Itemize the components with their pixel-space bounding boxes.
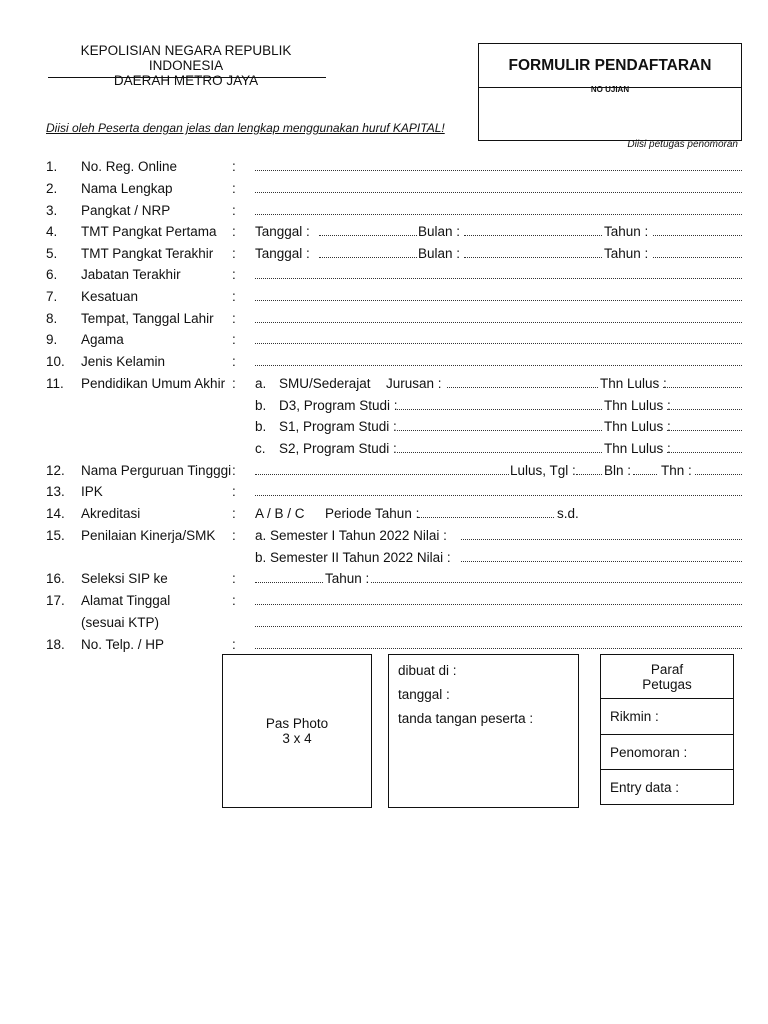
field-colon: : xyxy=(232,506,236,521)
field-label: (sesuai KTP) xyxy=(81,615,160,630)
field-row-akreditasi xyxy=(0,503,768,524)
tahun-label: Tahun : xyxy=(604,224,649,239)
paraf-entry-data[interactable] xyxy=(601,770,733,804)
pas-photo-box[interactable] xyxy=(222,654,372,808)
semester-1-label: a. Semester I Tahun 2022 Nilai : xyxy=(255,528,447,543)
field-row-seleksi xyxy=(0,568,768,589)
field-number: 8. xyxy=(46,311,58,326)
field-label: IPK xyxy=(81,484,103,499)
field-number: 6. xyxy=(46,267,58,282)
field-number: 17. xyxy=(46,593,65,608)
telp-input[interactable] xyxy=(255,634,742,649)
tmt-pertama-bulan-input[interactable] xyxy=(464,221,602,236)
tanda-tangan-label: tanda tangan peserta : xyxy=(398,711,534,726)
entry-data-label: Entry data : xyxy=(610,779,680,795)
tanggal-label: Tanggal : xyxy=(255,224,310,239)
semester-2-label: b. Semester II Tahun 2022 Nilai : xyxy=(255,550,451,565)
field-number: 5. xyxy=(46,246,58,261)
edu-prefix: c. xyxy=(255,441,266,456)
paraf-penomoran[interactable] xyxy=(601,735,733,770)
org-line-1: KEPOLISIAN NEGARA REPUBLIK INDONESIA xyxy=(80,43,292,73)
field-row-no-reg xyxy=(0,156,768,177)
field-colon: : xyxy=(232,528,236,543)
field-label: Akreditasi xyxy=(81,506,141,521)
ttl-input[interactable] xyxy=(255,308,742,323)
field-row-pendidikan-d3 xyxy=(0,395,768,416)
field-label: Tempat, Tanggal Lahir xyxy=(81,311,214,326)
periode-start-input[interactable] xyxy=(418,503,554,518)
d3-thn-lulus-input[interactable] xyxy=(667,395,742,410)
field-number: 12. xyxy=(46,463,65,478)
field-colon: : xyxy=(232,203,236,218)
smu-thn-lulus-input[interactable] xyxy=(663,373,742,388)
field-row-pendidikan xyxy=(0,373,768,394)
lulus-bln-input[interactable] xyxy=(633,460,657,475)
edu-prefix: b. xyxy=(255,419,267,434)
edu-d3-label: D3, Program Studi : xyxy=(279,398,398,413)
field-row-kesatuan xyxy=(0,286,768,307)
seleksi-tahun-input[interactable] xyxy=(371,568,742,583)
edu-s1-label: S1, Program Studi : xyxy=(279,419,397,434)
periode-label: Periode Tahun : xyxy=(325,506,420,521)
field-label: Seleksi SIP ke xyxy=(81,571,168,586)
field-colon: : xyxy=(232,332,236,347)
thn-lulus-label: Thn Lulus : xyxy=(604,419,671,434)
field-colon: : xyxy=(232,246,236,261)
paraf-title xyxy=(601,655,733,699)
lulus-tgl-label: Lulus, Tgl : xyxy=(510,463,576,478)
alamat-input-1[interactable] xyxy=(255,590,742,605)
field-label: Kesatuan xyxy=(81,289,139,304)
alamat-input-2[interactable] xyxy=(255,612,742,627)
field-row-telp xyxy=(0,634,768,655)
field-number: 16. xyxy=(46,571,65,586)
paraf-title-line-1: Paraf xyxy=(650,661,684,677)
pas-photo-label: Pas Photo xyxy=(265,716,329,731)
thn-label: Thn : xyxy=(661,463,692,478)
field-row-alamat-2 xyxy=(0,612,768,633)
seleksi-ke-input[interactable] xyxy=(255,568,323,583)
edu-smu-label: SMU/Sederajat xyxy=(279,376,371,391)
field-label: Pangkat / NRP xyxy=(81,203,171,218)
perguruan-input[interactable] xyxy=(255,460,509,475)
field-colon: : xyxy=(232,311,236,326)
field-row-perguruan xyxy=(0,460,768,481)
field-row-tmt-terakhir xyxy=(0,243,768,264)
tmt-terakhir-tanggal-input[interactable] xyxy=(319,243,417,258)
jenis-kelamin-input[interactable] xyxy=(255,351,742,366)
field-label: No. Telp. / HP xyxy=(81,637,165,652)
field-number: 7. xyxy=(46,289,58,304)
no-ujian-label: NO UJIAN xyxy=(590,85,630,94)
edu-prefix: a. xyxy=(255,376,267,391)
field-colon: : xyxy=(232,289,236,304)
lulus-thn-input[interactable] xyxy=(695,460,742,475)
pas-photo-size: 3 x 4 xyxy=(282,731,312,746)
field-row-alamat xyxy=(0,590,768,611)
field-label: Nama Perguruan Tingggi xyxy=(81,463,232,478)
akreditasi-options[interactable]: A / B / C xyxy=(255,506,305,521)
field-row-ttl xyxy=(0,308,768,329)
form-title-box xyxy=(478,43,742,141)
field-row-jenis-kelamin xyxy=(0,351,768,372)
thn-lulus-label: Thn Lulus : xyxy=(600,376,667,391)
agama-input[interactable] xyxy=(255,329,742,344)
s1-prodi-input[interactable] xyxy=(397,416,602,431)
tanggal-sign-label: tanggal : xyxy=(398,687,450,702)
bulan-label: Bulan : xyxy=(418,246,461,261)
field-colon: : xyxy=(232,354,236,369)
sd-label: s.d. xyxy=(557,506,579,521)
field-number: 9. xyxy=(46,332,58,347)
field-number: 15. xyxy=(46,528,65,543)
thn-lulus-label: Thn Lulus : xyxy=(604,398,671,413)
petugas-note: Diisi petugas penomoran xyxy=(627,139,738,150)
field-label: Alamat Tinggal xyxy=(81,593,171,608)
field-number: 13. xyxy=(46,484,65,499)
field-colon: : xyxy=(232,376,236,391)
tanggal-label: Tanggal : xyxy=(255,246,310,261)
thn-lulus-label: Thn Lulus : xyxy=(604,441,671,456)
field-label: Pendidikan Umum Akhir xyxy=(81,376,226,391)
kesatuan-input[interactable] xyxy=(255,286,742,301)
s1-thn-lulus-input[interactable] xyxy=(667,416,742,431)
paraf-title-line-2: Petugas xyxy=(642,676,692,692)
field-number: 2. xyxy=(46,181,58,196)
field-row-agama xyxy=(0,329,768,350)
field-number: 3. xyxy=(46,203,58,218)
paraf-petugas-box xyxy=(600,654,734,805)
field-label: No. Reg. Online xyxy=(81,159,178,174)
field-number: 14. xyxy=(46,506,65,521)
field-row-nama xyxy=(0,178,768,199)
field-label: Penilaian Kinerja/SMK xyxy=(81,528,216,543)
s2-thn-lulus-input[interactable] xyxy=(667,438,742,453)
ipk-input[interactable] xyxy=(255,481,742,496)
field-number: 11. xyxy=(46,376,64,391)
nama-input[interactable] xyxy=(255,178,742,193)
signature-box[interactable] xyxy=(388,654,579,808)
s2-prodi-input[interactable] xyxy=(397,438,602,453)
tmt-terakhir-bulan-input[interactable] xyxy=(464,243,602,258)
field-number: 1. xyxy=(46,159,58,174)
pangkat-input[interactable] xyxy=(255,200,742,215)
field-colon: : xyxy=(232,593,236,608)
field-colon: : xyxy=(232,484,236,499)
tmt-pertama-tanggal-input[interactable] xyxy=(319,221,417,236)
smu-jurusan-input[interactable] xyxy=(447,373,598,388)
field-row-ipk xyxy=(0,481,768,502)
field-row-jabatan xyxy=(0,264,768,285)
field-colon: : xyxy=(232,159,236,174)
tmt-terakhir-tahun-input[interactable] xyxy=(653,243,742,258)
dibuat-di-label: dibuat di : xyxy=(398,663,457,678)
field-colon: : xyxy=(232,463,236,478)
no-reg-input[interactable] xyxy=(255,156,742,171)
paraf-rikmin[interactable] xyxy=(601,699,733,735)
field-number: 4. xyxy=(46,224,58,239)
header-divider xyxy=(48,77,326,78)
field-number: 10. xyxy=(46,354,65,369)
field-label: TMT Pangkat Pertama xyxy=(81,224,217,239)
bulan-label: Bulan : xyxy=(418,224,461,239)
edu-s2-label: S2, Program Studi : xyxy=(279,441,397,456)
rikmin-label: Rikmin : xyxy=(610,709,659,724)
field-number: 18. xyxy=(46,637,65,652)
tahun-label: Tahun : xyxy=(604,246,649,261)
field-row-pendidikan-s2 xyxy=(0,438,768,459)
jabatan-input[interactable] xyxy=(255,264,742,279)
field-row-pendidikan-s1 xyxy=(0,416,768,437)
field-colon: : xyxy=(232,637,236,652)
semester-1-nilai-input[interactable] xyxy=(461,525,742,540)
field-colon: : xyxy=(232,571,236,586)
edu-jurusan-label: Jurusan : xyxy=(386,376,442,391)
bln-label: Bln : xyxy=(604,463,632,478)
field-row-tmt-pertama xyxy=(0,221,768,242)
field-row-penilaian xyxy=(0,525,768,546)
field-label: Agama xyxy=(81,332,124,347)
field-row-penilaian-2 xyxy=(0,547,768,568)
organization-header xyxy=(46,43,326,88)
field-colon: : xyxy=(232,224,236,239)
edu-prefix: b. xyxy=(255,398,267,413)
field-label: Jabatan Terakhir xyxy=(81,267,181,282)
field-colon: : xyxy=(232,267,236,282)
lulus-tgl-input[interactable] xyxy=(576,460,602,475)
field-row-pangkat xyxy=(0,200,768,221)
semester-2-nilai-input[interactable] xyxy=(461,547,742,562)
instruction-text: Diisi oleh Peserta dengan jelas dan lengkap menggunakan huruf KAPITAL! xyxy=(46,121,445,135)
field-colon: : xyxy=(232,181,236,196)
seleksi-tahun-label: Tahun : xyxy=(325,571,370,586)
org-line-2: DAERAH METRO JAYA xyxy=(113,73,259,88)
d3-prodi-input[interactable] xyxy=(397,395,602,410)
field-label: Nama Lengkap xyxy=(81,181,173,196)
penomoran-label: Penomoran : xyxy=(610,744,688,760)
tmt-pertama-tahun-input[interactable] xyxy=(653,221,742,236)
form-title: FORMULIR PENDAFTARAN xyxy=(479,44,741,88)
field-label: Jenis Kelamin xyxy=(81,354,166,369)
field-label: TMT Pangkat Terakhir xyxy=(81,246,214,261)
